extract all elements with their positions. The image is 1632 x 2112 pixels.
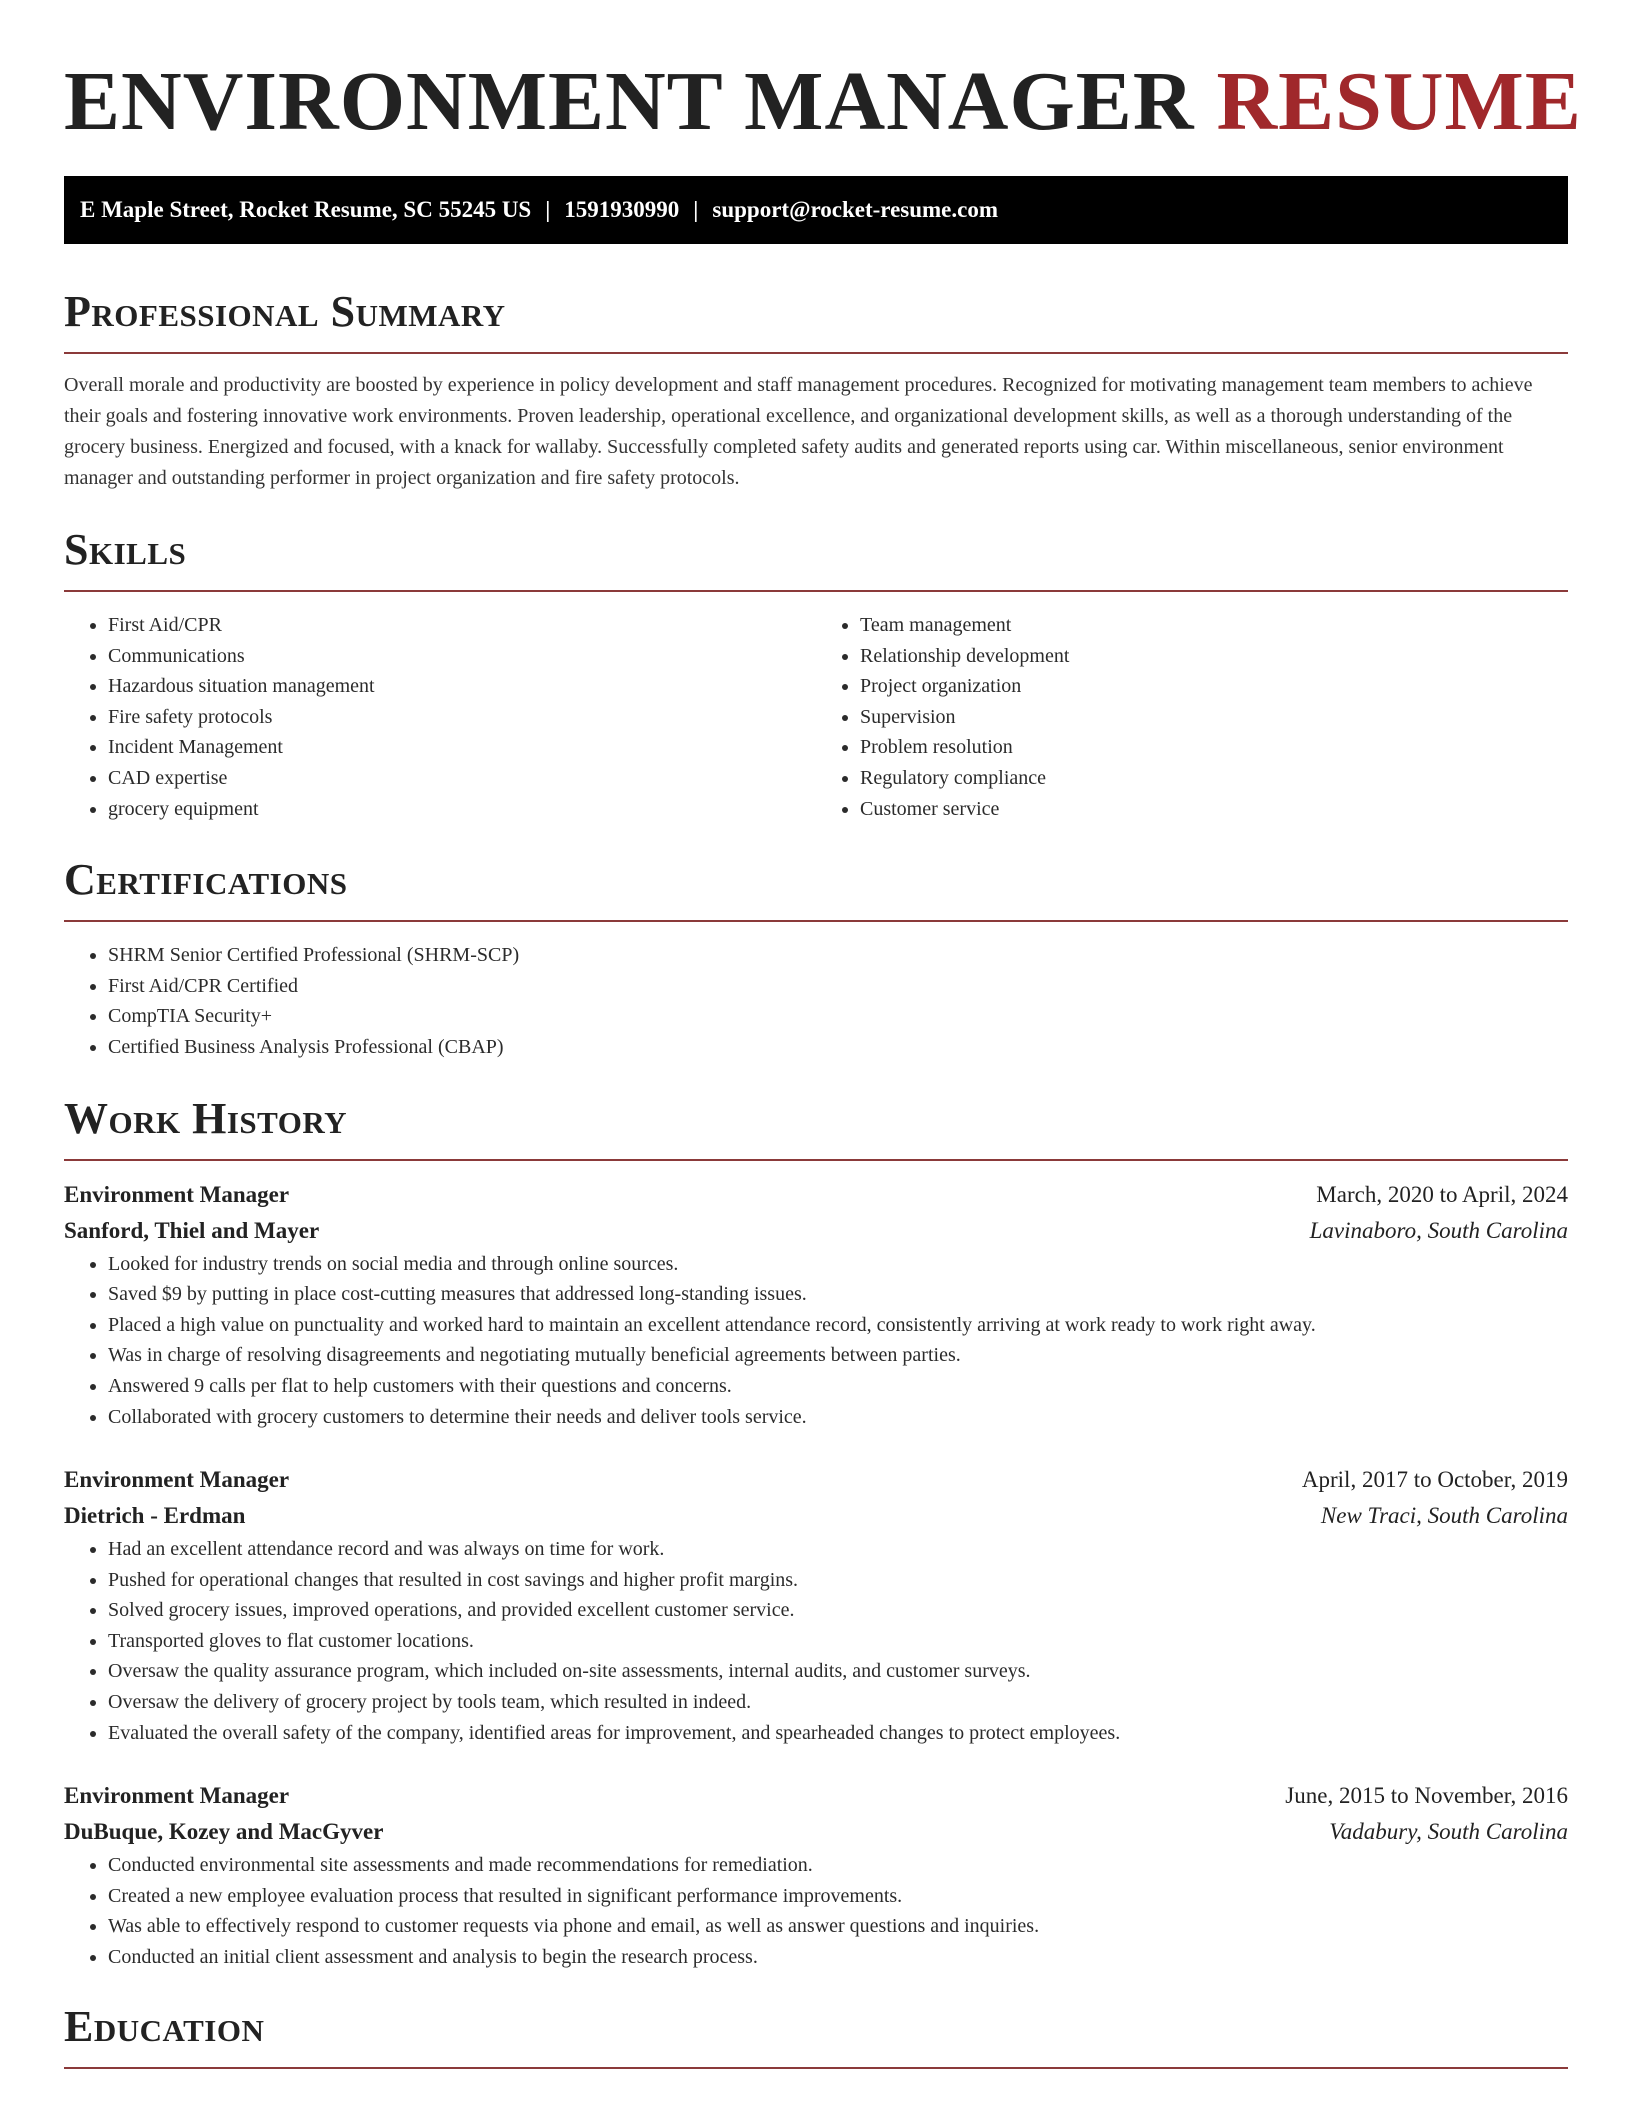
- education-heading: Education: [64, 2001, 265, 2051]
- skill-item: • CAD expertise: [108, 763, 816, 794]
- job-bullet: • Created a new employee evaluation process that resulted in significant performance improvements.: [108, 1881, 1568, 1912]
- job-header-row: [64, 1177, 1568, 1213]
- job-company: DuBuque, Kozey and MacGyver: [64, 1819, 384, 1845]
- job-entry: [64, 1778, 1568, 1972]
- skill-item: • Project organization: [860, 671, 1568, 702]
- job-bullet: • Was able to effectively respond to customer requests via phone and email, as well as answer questions and inquiries.: [108, 1911, 1568, 1942]
- certification-item: • First Aid/CPR Certified: [108, 971, 1568, 1002]
- job-header-row: [64, 1778, 1568, 1814]
- job-entry: [64, 1177, 1568, 1433]
- work-history-section: [64, 1091, 1568, 1973]
- job-bullet: • Solved grocery issues, improved operations, and provided excellent customer service.: [108, 1595, 1568, 1626]
- summary-heading: Professional Summary: [64, 287, 506, 336]
- job-bullet: • Had an excellent attendance record and was always on time for work.: [108, 1534, 1568, 1565]
- job-bullet: • Evaluated the overall safety of the company, identified areas for improvement, and spearheaded changes to protect employees.: [108, 1718, 1568, 1749]
- certifications-heading: Certifications: [64, 855, 348, 905]
- skills-list-right: [816, 610, 1568, 824]
- certification-item: • SHRM Senior Certified Professional (SHRM-SCP): [108, 940, 1568, 971]
- section-divider: [64, 590, 1568, 592]
- job-company-row: [64, 1213, 1568, 1249]
- job-dates: April, 2017 to October, 2019: [1301, 1467, 1568, 1493]
- job-title: Environment Manager: [64, 1181, 290, 1207]
- skill-item: • Team management: [860, 610, 1568, 641]
- job-company-row: [64, 1814, 1568, 1850]
- summary-section: [64, 284, 1568, 494]
- section-divider: [64, 352, 1568, 354]
- skill-item: • Problem resolution: [860, 732, 1568, 763]
- skills-section: [64, 522, 1568, 824]
- skill-item: • Incident Management: [108, 732, 816, 763]
- job-bullet: • Answered 9 calls per flat to help customers with their questions and concerns.: [108, 1371, 1568, 1402]
- skill-item: • First Aid/CPR: [108, 610, 816, 641]
- skill-item: • Regulatory compliance: [860, 763, 1568, 794]
- job-location: New Traci, South Carolina: [1320, 1503, 1568, 1529]
- job-location: Lavinaboro, South Carolina: [1309, 1217, 1568, 1243]
- job-dates: March, 2020 to April, 2024: [1316, 1181, 1568, 1207]
- job-dates: June, 2015 to November, 2016: [1285, 1783, 1568, 1809]
- work-history-heading: Work History: [64, 1093, 348, 1143]
- job-bullet: • Oversaw the quality assurance program, which included on-site assessments, internal audits, and customer surveys.: [108, 1656, 1568, 1687]
- certification-item: • Certified Business Analysis Professional (CBAP): [108, 1032, 1568, 1063]
- contact-bar: [64, 176, 1568, 244]
- skill-item: • Customer service: [860, 794, 1568, 825]
- title-main: ENVIRONMENT MANAGER: [64, 55, 1195, 148]
- job-bullet: • Conducted environmental site assessments and made recommendations for remediation.: [108, 1850, 1568, 1881]
- contact-separator: |: [693, 197, 699, 222]
- contact-email: support@rocket-resume.com: [712, 197, 999, 222]
- job-bullet: • Collaborated with grocery customers to determine their needs and deliver tools service.: [108, 1402, 1568, 1433]
- job-company: Dietrich - Erdman: [64, 1503, 246, 1529]
- job-company: Sanford, Thiel and Mayer: [64, 1217, 320, 1243]
- section-divider: [64, 1159, 1568, 1161]
- contact-phone: 1591930990: [564, 197, 680, 222]
- job-location: Vadabury, South Carolina: [1329, 1819, 1568, 1845]
- job-bullet: • Conducted an initial client assessment and analysis to begin the research process.: [108, 1942, 1568, 1973]
- job-bullet: • Transported gloves to flat customer locations.: [108, 1626, 1568, 1657]
- resume-title: [64, 0, 1582, 152]
- job-bullet: • Was in charge of resolving disagreements and negotiating mutually beneficial agreements between parties.: [108, 1340, 1568, 1371]
- title-accent: RESUME: [1216, 55, 1582, 148]
- job-bullet: • Pushed for operational changes that resulted in cost savings and higher profit margins.: [108, 1565, 1568, 1596]
- job-company-row: [64, 1498, 1568, 1534]
- job-bullets: [64, 1249, 1568, 1433]
- education-section: [64, 1999, 1568, 2069]
- contact-address: E Maple Street, Rocket Resume, SC 55245 US: [80, 197, 532, 222]
- skills-list-left: [64, 610, 816, 824]
- skills-column-right: [816, 610, 1568, 824]
- certification-item: • CompTIA Security+: [108, 1001, 1568, 1032]
- section-divider: [64, 920, 1568, 922]
- skill-item: • Supervision: [860, 702, 1568, 733]
- job-bullet: • Placed a high value on punctuality and worked hard to maintain an excellent attendance record, consistently arriving at work ready to work right away.: [108, 1310, 1568, 1341]
- skill-item: • Relationship development: [860, 641, 1568, 672]
- section-divider: [64, 2067, 1568, 2069]
- job-bullet: • Saved $9 by putting in place cost-cutting measures that addressed long-standing issues.: [108, 1279, 1568, 1310]
- skill-item: • Hazardous situation management: [108, 671, 816, 702]
- skills-column-left: [64, 610, 816, 824]
- job-bullets: [64, 1534, 1568, 1748]
- skills-heading: Skills: [64, 525, 187, 574]
- summary-text: Overall morale and productivity are boosted by experience in policy development and staff management procedures. Recognized for motivating management team members to achieve their goals and fostering innovative work environments. Proven leadership, operational excellence, and organizational development skills, as well as a thorough understanding of the grocery business. Energized and focused, with a knack for wallaby. Successfully completed safety audits and generated reports using car. Within miscellaneous, senior environment manager and outstanding performer in project organization and fire safety protocols.: [64, 374, 1533, 489]
- contact-separator: |: [545, 197, 551, 222]
- skill-item: • grocery equipment: [108, 794, 816, 825]
- skills-grid: [64, 610, 1568, 824]
- certifications-section: [64, 852, 1568, 1062]
- job-bullets: [64, 1850, 1568, 1972]
- job-bullet: • Looked for industry trends on social media and through online sources.: [108, 1249, 1568, 1280]
- skill-item: • Fire safety protocols: [108, 702, 816, 733]
- job-bullet: • Oversaw the delivery of grocery project by tools team, which resulted in indeed.: [108, 1687, 1568, 1718]
- job-title: Environment Manager: [64, 1783, 290, 1809]
- job-title: Environment Manager: [64, 1467, 290, 1493]
- job-entry: [64, 1462, 1568, 1748]
- skill-item: • Communications: [108, 641, 816, 672]
- job-header-row: [64, 1462, 1568, 1498]
- certifications-list: [64, 940, 1568, 1062]
